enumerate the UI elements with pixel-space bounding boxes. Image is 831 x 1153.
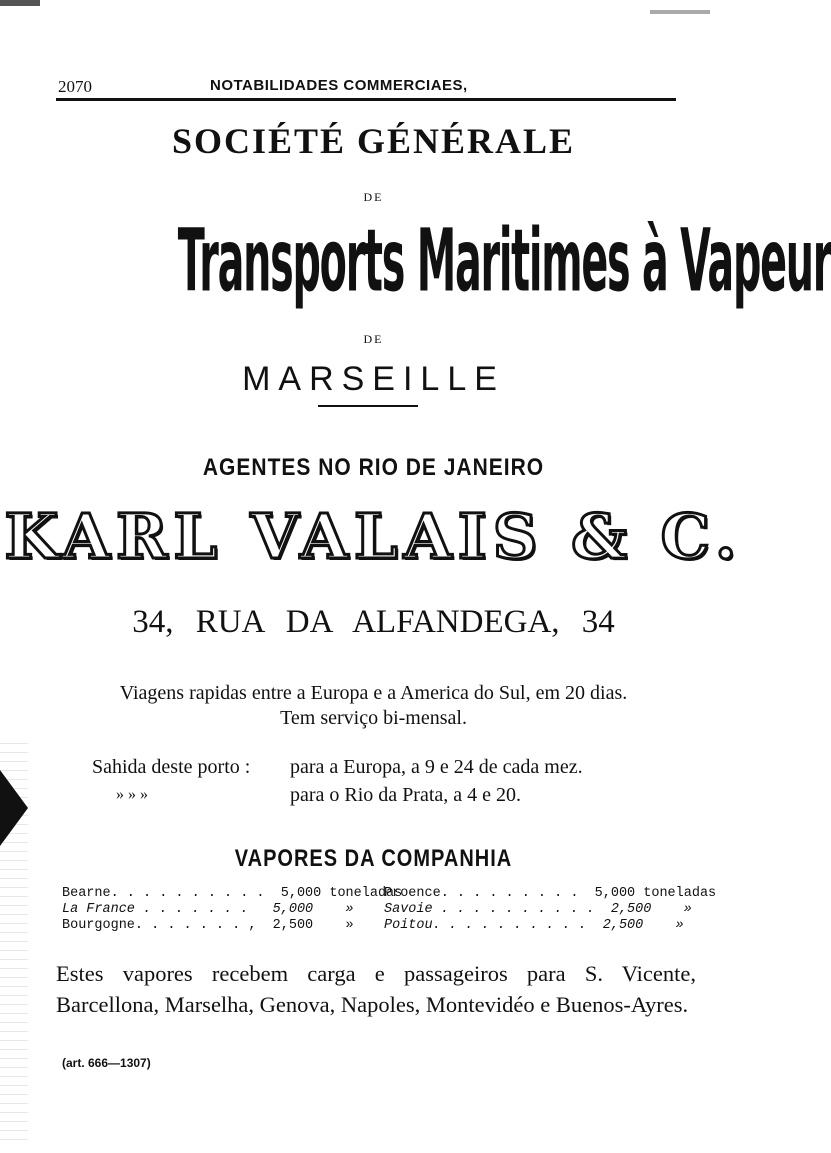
fleet-heading: [0, 845, 747, 873]
fleet-row: [62, 902, 702, 918]
service-line-2: Tem serviço bi-mensal.: [280, 707, 467, 729]
fleet-cell: Bearne. . . . . . . . . . 5,000 toneladas: [62, 886, 403, 901]
departure-europe: para a Europa, a 9 e 24 de cada mez.: [290, 756, 583, 778]
page-number: 2070: [58, 77, 92, 96]
fleet-heading-text: VAPORES DA COMPANHIA: [234, 845, 513, 873]
fleet-cell: Savoie . . . . . . . . . . 2,500 »: [384, 902, 692, 917]
fleet-cell: Proence. . . . . . . . . 5,000 toneladas: [384, 886, 717, 901]
connector-de: DE: [363, 190, 384, 204]
reference-note: (art. 666—1307): [62, 1056, 151, 1070]
closing-paragraph: Estes vapores recebem carga e passageiros para S. Vicente, Barcellona, Marselha, Genova, Napoles, Montevidéo e Buenos-Ayres.: [56, 961, 696, 1017]
company-name-line1: SOCIÉTÉ GÉNÉRALE: [171, 121, 576, 161]
city-rule: [318, 405, 418, 407]
service-line-1: Viagens rapidas entre a Europa e a America do Sul, em 20 dias.: [119, 682, 628, 704]
running-title: NOTABILIDADES COMMERCIAES,: [210, 77, 468, 94]
agent-name: KARL VALAIS & C.: [4, 500, 743, 573]
fleet-cell: Poitou. . . . . . . . . . 2,500 »: [384, 918, 684, 933]
fleet-cell: Bourgogne. . . . . . . , 2,500 »: [62, 918, 354, 933]
departure-prata: para o Rio da Prata, a 4 e 20.: [290, 784, 522, 806]
fleet-row: [62, 918, 702, 934]
agents-heading: [0, 456, 747, 480]
agents-heading-text: AGENTES NO RIO DE JANEIRO: [202, 454, 545, 481]
fleet-row: [62, 886, 717, 902]
address: 34, RUA DA ALFANDEGA, 34: [132, 604, 615, 640]
scan-artifact: [650, 10, 710, 14]
departure-label: Sahida deste porto :: [92, 756, 251, 778]
connector-de-2: DE: [363, 332, 384, 346]
binding-mark: [0, 770, 28, 846]
ditto-marks: » » »: [116, 786, 148, 803]
city-name: MARSEILLE: [242, 360, 505, 398]
company-name-line2-text: Transports Maritimes à Vapeur: [177, 212, 831, 312]
scan-artifact: [0, 0, 40, 6]
header-rule: [56, 98, 676, 101]
fleet-cell: La France . . . . . . . 5,000 »: [62, 902, 354, 917]
company-name-line2: [177, 212, 831, 312]
fleet-table: [62, 886, 717, 934]
